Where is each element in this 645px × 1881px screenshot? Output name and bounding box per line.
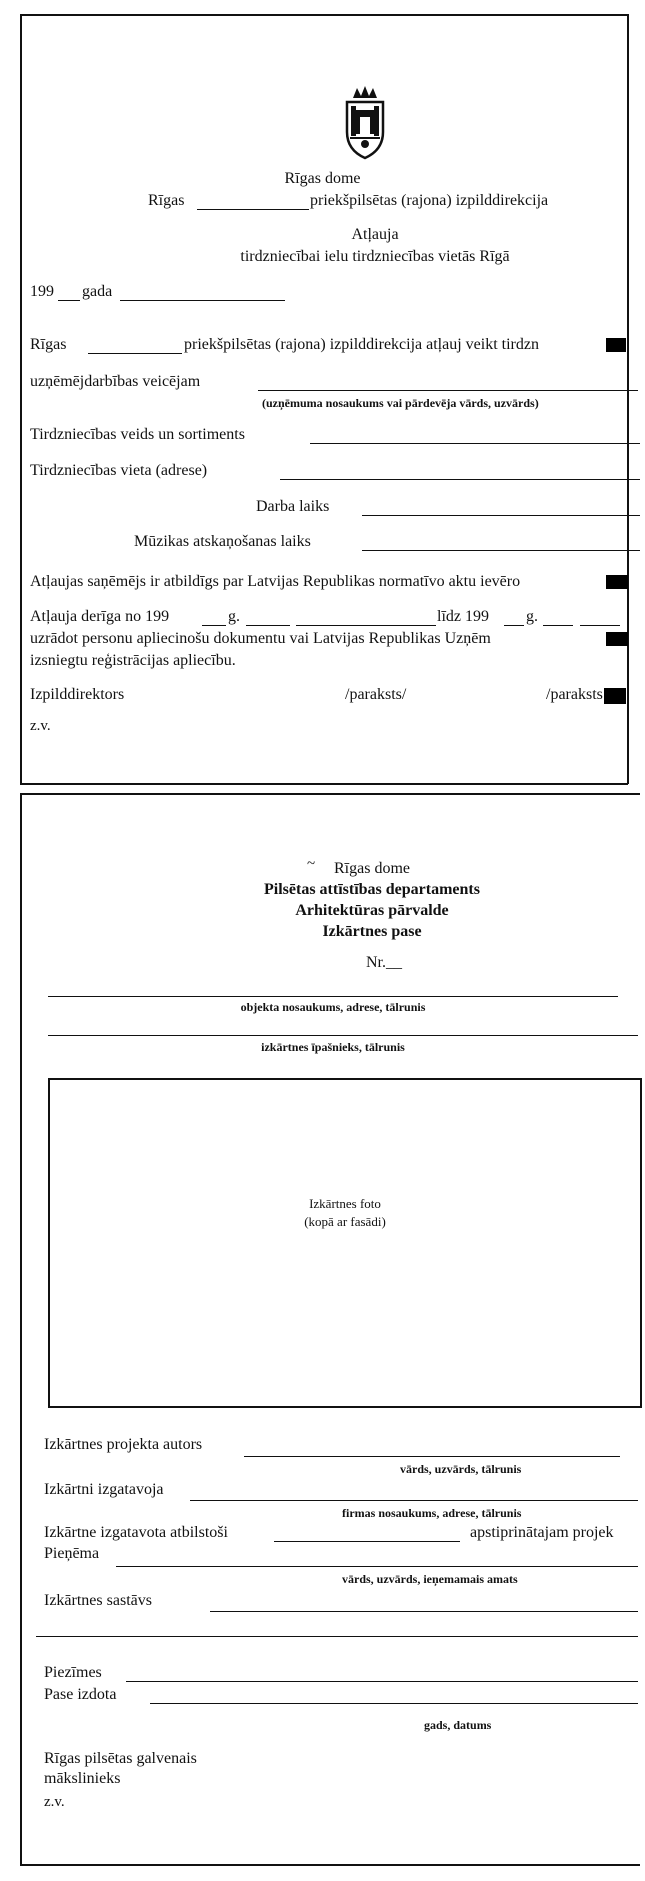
maker-caption: firmas nosaukums, adrese, tālrunis xyxy=(342,1506,522,1520)
permit-subtitle: tirdzniecībai ielu tirdzniecības vietās Rīgā xyxy=(240,248,510,265)
issued-caption: gads, datums xyxy=(424,1718,492,1732)
author-caption: vārds, uzvārds, tālrunis xyxy=(400,1462,522,1476)
valid-g2: g. xyxy=(526,608,538,625)
owner-caption: izkārtnes īpašnieks, tālrunis xyxy=(261,1040,405,1054)
present-line-1: uzrādot personu apliecinošu dokumentu vai Latvijas Republikas Uzņēm xyxy=(30,630,491,647)
grants-text: priekšpilsētas (rajona) izpilddirekcija atļauj veikt tirdzn xyxy=(184,336,539,353)
permit-title: Atļauja xyxy=(351,226,399,243)
author-label: Izkārtnes projekta autors xyxy=(44,1436,203,1453)
chief-artist-line-1: Rīgas pilsētas galvenais xyxy=(44,1750,197,1767)
photo-caption-2: (kopā ar fasādi) xyxy=(304,1214,386,1229)
pass-title: Izkārtnes pase xyxy=(322,923,422,940)
trade-type-label: Tirdzniecības veids un sortiments xyxy=(30,426,245,443)
entrepreneur-label: uzņēmējdarbības veicējam xyxy=(30,373,201,390)
signature-2: /paraksts xyxy=(546,686,603,703)
permit-authority: Rīgas dome xyxy=(284,170,361,187)
trade-place-label: Tirdzniecības vieta (adrese) xyxy=(30,462,208,479)
grants-prefix: Rīgas xyxy=(30,336,67,353)
date-year: 199 xyxy=(30,283,54,300)
music-hours-label: Mūzikas atskaņošanas laiks xyxy=(134,533,311,550)
date-gada: gada xyxy=(82,283,113,300)
valid-until-label: līdz 199 xyxy=(437,608,489,625)
directorate-prefix: Rīgas xyxy=(148,192,185,209)
photo-caption-1: Izkārtnes foto xyxy=(309,1196,381,1211)
directorate-name: priekšpilsētas (rajona) izpilddirekcija xyxy=(310,192,549,209)
chief-artist-line-2: mākslinieks xyxy=(44,1770,121,1787)
pass-authority: Rīgas dome xyxy=(334,860,410,877)
sign-photo-box xyxy=(48,1078,642,1408)
pass-department: Pilsētas attīstības departaments xyxy=(264,881,480,898)
composition-label: Izkārtnes sastāvs xyxy=(44,1592,152,1609)
director-label: Izpilddirektors xyxy=(30,686,125,703)
present-line-2: izsniegtu reģistrācijas apliecību. xyxy=(30,652,236,669)
valid-g1: g. xyxy=(228,608,240,625)
maker-label: Izkārtni izgatavoja xyxy=(44,1481,164,1498)
pass-number: Nr.__ xyxy=(366,954,402,971)
accepted-caption: vārds, uzvārds, ieņemamais amats xyxy=(342,1572,518,1586)
entrepreneur-caption: (uzņēmuma nosaukums vai pārdevēja vārds, uzvārds) xyxy=(262,396,539,410)
object-caption: objekta nosaukums, adrese, tālrunis xyxy=(240,1000,426,1014)
issued-label: Pase izdota xyxy=(44,1686,117,1703)
made-per-suffix: apstiprinātajam projek xyxy=(470,1524,614,1541)
accepted-label: Pieņēma xyxy=(44,1545,100,1562)
valid-from-label: Atļauja derīga no 199 xyxy=(30,608,170,625)
stamp-label: z.v. xyxy=(30,718,51,734)
responsibility-text: Atļaujas saņēmējs ir atbildīgs par Latvijas Republikas normatīvo aktu ievēro xyxy=(30,573,521,590)
notes-label: Piezīmes xyxy=(44,1664,102,1681)
header-dash: ~ xyxy=(307,856,316,872)
made-per-label: Izkārtne izgatavota atbilstoši xyxy=(44,1524,228,1541)
riga-coat-of-arms-icon xyxy=(343,84,387,160)
pass-board: Arhitektūras pārvalde xyxy=(295,902,449,919)
work-hours-label: Darba laiks xyxy=(256,498,330,515)
pass-stamp-label: z.v. xyxy=(44,1794,65,1810)
signature-1: /paraksts/ xyxy=(345,686,407,703)
